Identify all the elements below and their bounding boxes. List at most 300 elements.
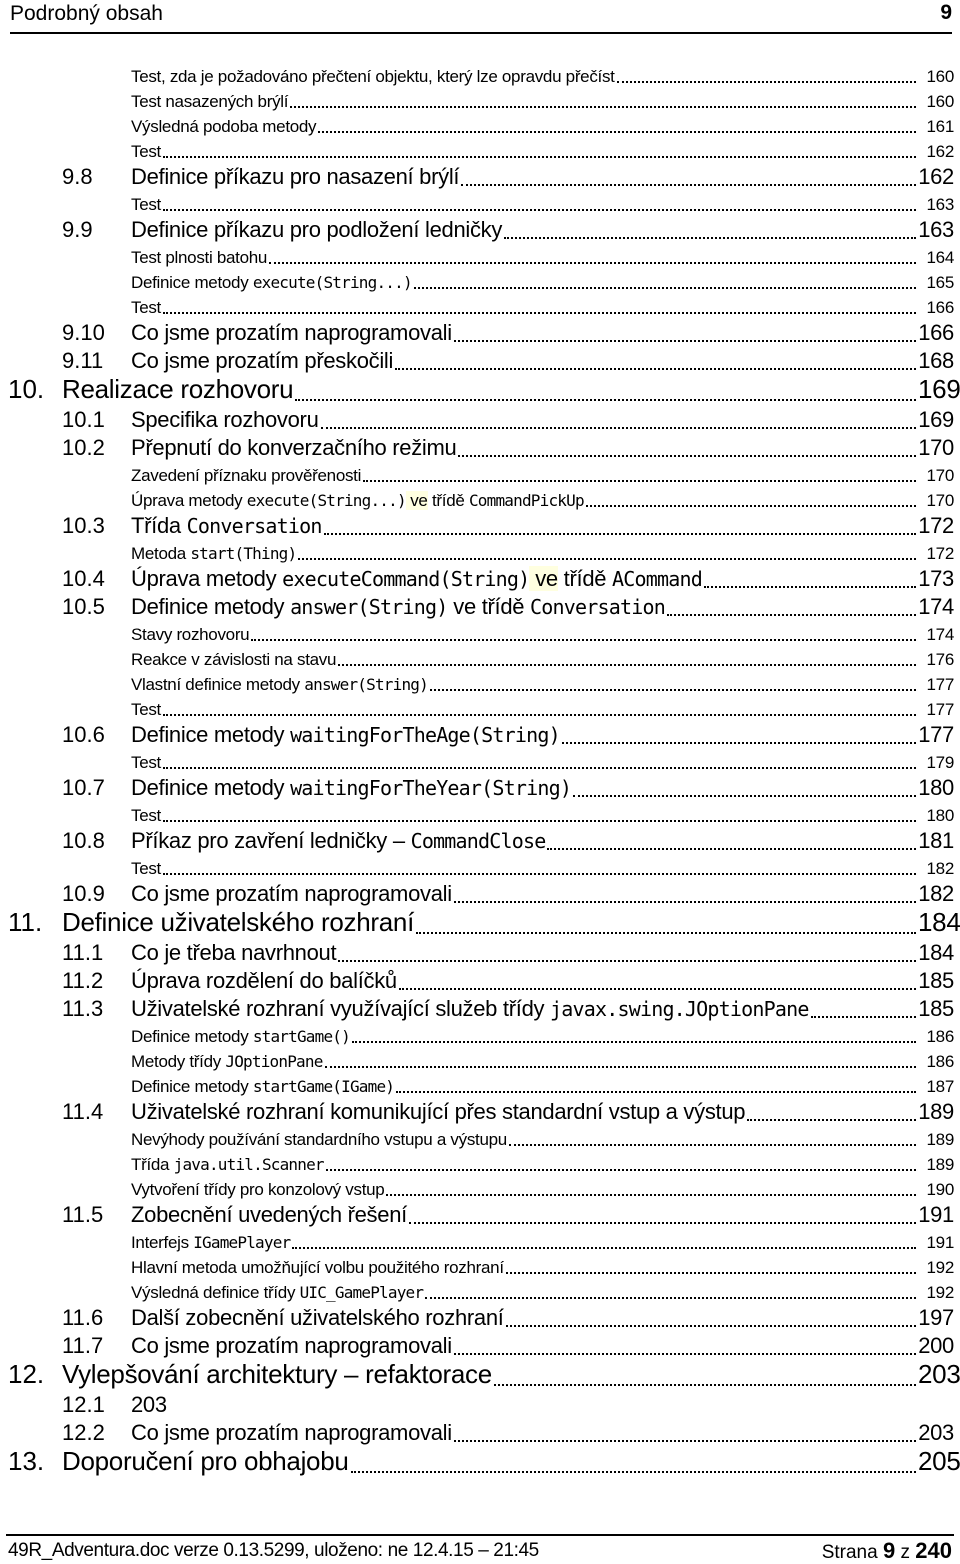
toc-dot-leader bbox=[163, 209, 916, 211]
toc-entry-page: 163 bbox=[926, 195, 954, 214]
header-title: Podrobný obsah bbox=[10, 2, 163, 25]
toc-entry-text-fragment: Třída bbox=[131, 513, 187, 538]
toc-entry-title bbox=[131, 1202, 407, 1232]
toc-entry-number: 10.4 bbox=[62, 566, 105, 591]
footer-page-current: 9 bbox=[882, 1538, 896, 1563]
toc-entry[interactable] bbox=[0, 1359, 960, 1394]
toc-dot-leader bbox=[409, 1222, 916, 1224]
footer-page-separator: z bbox=[895, 1542, 916, 1563]
header-page-number: 9 bbox=[940, 1, 952, 24]
toc-entry-number: 10.9 bbox=[62, 881, 105, 906]
toc-entry-title bbox=[131, 722, 560, 752]
toc-entry-page: 181 bbox=[918, 828, 954, 853]
toc-entry-code-fragment: UIC_GamePlayer bbox=[299, 1283, 424, 1302]
toc-entry[interactable] bbox=[0, 1101, 960, 1129]
toc-entry-page: 160 bbox=[926, 67, 954, 86]
toc-entry[interactable] bbox=[0, 437, 960, 465]
toc-entry-title bbox=[131, 1099, 745, 1129]
toc-entry-text-fragment: Co jsme prozatím naprogramovali bbox=[131, 320, 452, 345]
toc-entry-title bbox=[131, 1258, 504, 1282]
toc-entry-title bbox=[131, 566, 702, 596]
toc-dot-leader bbox=[586, 505, 916, 507]
toc-entry[interactable] bbox=[0, 830, 960, 858]
toc-entry[interactable] bbox=[0, 297, 960, 322]
toc-entry-page: 185 bbox=[918, 996, 954, 1021]
toc-entry-text-fragment: Specifika rozhovoru bbox=[131, 407, 319, 432]
toc-dot-leader bbox=[163, 820, 916, 822]
toc-entry-page: 189 bbox=[926, 1130, 954, 1149]
toc-entry[interactable] bbox=[0, 907, 960, 942]
toc-entry-title bbox=[131, 273, 412, 297]
toc-dot-leader bbox=[430, 689, 916, 691]
toc-entry-page: 160 bbox=[926, 92, 954, 111]
toc-entry-text-fragment: Test, zda je požadováno přečtení objektu, který lze opravdu přečíst bbox=[131, 67, 615, 86]
toc-dot-leader bbox=[351, 1471, 916, 1473]
toc-entry[interactable] bbox=[0, 272, 960, 297]
toc-dot-leader bbox=[617, 81, 916, 83]
toc-entry[interactable] bbox=[0, 166, 960, 194]
toc-entry[interactable] bbox=[0, 409, 960, 437]
toc-entry-page: 169 bbox=[918, 374, 960, 404]
toc-entry-page: 176 bbox=[926, 650, 954, 669]
toc-entry-title bbox=[131, 491, 584, 515]
toc-entry-text-fragment: Uživatelské rozhraní komunikující přes standardní vstup a výstup bbox=[131, 1099, 746, 1124]
toc-entry-title bbox=[131, 753, 161, 777]
toc-entry-title bbox=[131, 248, 267, 272]
toc-dot-leader bbox=[163, 312, 916, 314]
toc-entry-code-fragment: waitingForTheYear(String) bbox=[290, 776, 572, 800]
toc-entry-page: 185 bbox=[918, 968, 954, 993]
toc-entry-page: 166 bbox=[918, 320, 954, 345]
toc-entry[interactable] bbox=[0, 1204, 960, 1232]
toc-dot-leader bbox=[163, 156, 916, 158]
toc-entry-title bbox=[131, 828, 545, 858]
toc-dot-leader bbox=[454, 901, 916, 903]
toc-entry-number: 11. bbox=[8, 907, 43, 937]
toc-entry[interactable] bbox=[0, 91, 960, 116]
toc-dot-leader bbox=[295, 399, 916, 401]
toc-entry-text-fragment: Výsledná definice třídy bbox=[131, 1283, 300, 1302]
toc-entry-text-fragment: Reakce v závislosti na stavu bbox=[131, 650, 337, 669]
toc-entry-text-fragment: Nevýhody používání standardního vstupu a výstupu bbox=[131, 1130, 507, 1149]
toc-entry-page: 182 bbox=[918, 881, 954, 906]
toc-entry-number: 10.1 bbox=[62, 407, 105, 432]
toc-entry-text-fragment: Test bbox=[131, 753, 161, 772]
toc-entry-page: 203 bbox=[918, 1359, 960, 1389]
toc-entry-code-fragment: Conversation bbox=[530, 595, 665, 619]
toc-entry-title bbox=[131, 466, 361, 490]
toc-entry-number: 11.4 bbox=[62, 1099, 104, 1124]
toc-entry-title bbox=[131, 675, 428, 699]
toc-dot-leader bbox=[458, 455, 916, 457]
toc-entry[interactable] bbox=[0, 942, 960, 970]
toc-dot-leader bbox=[290, 106, 916, 108]
toc-entry-text-fragment: Metody třídy bbox=[131, 1052, 226, 1071]
toc-entry[interactable] bbox=[0, 194, 960, 219]
toc-dot-leader bbox=[298, 558, 916, 560]
toc-dot-leader bbox=[251, 639, 916, 641]
toc-entry-text-fragment: Test bbox=[131, 700, 161, 719]
toc-entry-text-fragment: Vylepšování architektury – refaktorace bbox=[62, 1359, 492, 1389]
toc-entry-code-fragment: answer(String) bbox=[290, 595, 448, 619]
toc-dot-leader bbox=[269, 262, 916, 264]
toc-entry[interactable] bbox=[0, 998, 960, 1026]
toc-dot-leader bbox=[454, 1353, 916, 1355]
toc-entry-title bbox=[131, 775, 571, 805]
toc-entry-text-fragment: třídě bbox=[557, 566, 613, 591]
toc-entry-text-fragment: Výsledná podoba metody bbox=[131, 117, 317, 136]
toc-entry-text-fragment: Přepnutí do konverzačního režimu bbox=[131, 435, 457, 460]
toc-entry[interactable] bbox=[0, 322, 960, 350]
toc-entry-text-fragment: Uživatelské rozhraní využívající služeb třídy bbox=[131, 996, 551, 1021]
toc-entry-number: 12.1 bbox=[62, 1392, 105, 1417]
toc-entry-page: 190 bbox=[926, 1180, 954, 1199]
page-header bbox=[10, 0, 952, 34]
toc-dot-leader bbox=[292, 1247, 916, 1249]
toc-entry-page: 192 bbox=[926, 1258, 954, 1277]
toc-entry-text-fragment: Úprava metody bbox=[131, 491, 247, 510]
toc-entry-title bbox=[131, 859, 161, 883]
toc-entry-text-fragment: Definice metody bbox=[131, 1027, 253, 1046]
toc-entry[interactable] bbox=[0, 596, 960, 624]
toc-entry-page: 191 bbox=[926, 1233, 954, 1252]
toc-entry-title bbox=[62, 1359, 492, 1394]
toc-entry-title bbox=[131, 164, 459, 194]
toc-entry-text-fragment: Třída bbox=[131, 1155, 174, 1174]
toc-entry-number: 10.8 bbox=[62, 828, 105, 853]
toc-entry-number: 9.9 bbox=[62, 217, 93, 242]
toc-entry[interactable] bbox=[0, 777, 960, 805]
toc-entry-page: 189 bbox=[926, 1155, 954, 1174]
toc-entry[interactable] bbox=[0, 568, 960, 596]
toc-entry-code-fragment: Conversation bbox=[186, 514, 322, 538]
toc-entry-page: 162 bbox=[918, 164, 954, 189]
toc-entry-page: 177 bbox=[918, 722, 954, 747]
footer-document-info: 49R_Adventura.doc verze 0.13.5299, uloženo: ne 12.4.15 – 21:45 bbox=[8, 1540, 539, 1561]
toc-entry-text-fragment: Zavedení příznaku prověřenosti bbox=[131, 466, 362, 485]
toc-entry-code-fragment: IGamePlayer bbox=[193, 1233, 291, 1252]
toc-entry-code-fragment: JOptionPane bbox=[225, 1052, 323, 1071]
toc-entry[interactable] bbox=[0, 699, 960, 724]
toc-entry-page: 170 bbox=[918, 435, 954, 460]
toc-dot-leader bbox=[163, 714, 916, 716]
toc-entry-code-fragment: CommandClose bbox=[410, 829, 546, 853]
toc-entry-page: 163 bbox=[918, 217, 954, 242]
toc-entry-page: 170 bbox=[926, 466, 954, 485]
toc-entry-text-fragment: Realizace rozhovoru bbox=[62, 374, 294, 404]
toc-dot-leader bbox=[414, 287, 916, 289]
toc-entry-page: 172 bbox=[926, 544, 954, 563]
toc-entry-title bbox=[131, 650, 336, 674]
toc-entry[interactable] bbox=[0, 1129, 960, 1154]
toc-entry-page: 182 bbox=[926, 859, 954, 878]
toc-entry-title bbox=[62, 907, 414, 942]
toc-entry-title bbox=[131, 1052, 323, 1076]
toc-dot-leader bbox=[667, 614, 916, 616]
toc-dot-leader bbox=[454, 340, 916, 342]
toc-entry-number: 10.3 bbox=[62, 513, 105, 538]
toc-entry-number: 10. bbox=[8, 374, 45, 404]
toc-dot-leader bbox=[504, 237, 916, 239]
footer-page-total: 240 bbox=[915, 1538, 952, 1563]
toc-entry-number: 10.2 bbox=[62, 435, 105, 460]
toc-entry[interactable] bbox=[0, 1232, 960, 1257]
toc-entry-title bbox=[131, 1392, 167, 1422]
toc-dot-leader bbox=[461, 184, 916, 186]
toc-entry-code-fragment: answer(String) bbox=[304, 675, 428, 694]
toc-entry-number: 10.7 bbox=[62, 775, 105, 800]
toc-entry-page: 172 bbox=[918, 513, 954, 538]
toc-entry[interactable] bbox=[0, 1282, 960, 1307]
toc-entry[interactable] bbox=[0, 1026, 960, 1051]
toc-entry[interactable] bbox=[0, 858, 960, 883]
toc-entry[interactable] bbox=[0, 490, 960, 515]
toc-entry[interactable] bbox=[0, 674, 960, 699]
toc-entry-page: 162 bbox=[926, 142, 954, 161]
toc-entry[interactable] bbox=[0, 1307, 960, 1335]
toc-entry-number: 12.2 bbox=[62, 1420, 105, 1445]
toc-entry-text-fragment: Definice příkazu pro nasazení brýlí bbox=[131, 164, 460, 189]
toc-entry-page: 168 bbox=[918, 348, 954, 373]
toc-entry[interactable] bbox=[0, 724, 960, 752]
toc-entry-text-fragment: Definice uživatelského rozhraní bbox=[62, 907, 414, 937]
toc-dot-leader bbox=[352, 1041, 916, 1043]
toc-entry-title bbox=[131, 968, 397, 998]
toc-entry-text-fragment: Úprava rozdělení do balíčků bbox=[131, 968, 397, 993]
toc-dot-leader bbox=[547, 848, 916, 850]
toc-entry-text-fragment: třídě bbox=[427, 491, 469, 510]
toc-entry[interactable] bbox=[0, 1051, 960, 1076]
toc-entry-title bbox=[131, 513, 322, 543]
toc-dot-leader bbox=[704, 586, 916, 588]
toc-entry[interactable] bbox=[0, 805, 960, 830]
toc-entry-text-fragment: Test plnosti batohu bbox=[131, 248, 268, 267]
toc-entry-number: 11.2 bbox=[62, 968, 104, 993]
toc-entry[interactable] bbox=[0, 624, 960, 649]
toc-entry-text-fragment: Definice metody bbox=[131, 273, 253, 292]
toc-entry[interactable] bbox=[0, 116, 960, 141]
toc-entry-title bbox=[131, 1077, 394, 1101]
toc-entry[interactable] bbox=[0, 1257, 960, 1282]
toc-dot-leader bbox=[416, 932, 916, 934]
toc-entry-title bbox=[131, 117, 316, 141]
toc-dot-leader bbox=[573, 795, 916, 797]
toc-entry-text-fragment: Stavy rozhovoru bbox=[131, 625, 250, 644]
toc-entry-code-fragment: waitingForTheAge(String) bbox=[290, 723, 560, 747]
toc-entry-title bbox=[131, 940, 336, 970]
toc-dot-leader bbox=[399, 988, 916, 990]
toc-entry-page: 186 bbox=[926, 1027, 954, 1046]
toc-entry-title bbox=[131, 806, 161, 830]
toc-entry-page: 169 bbox=[918, 407, 954, 432]
toc-dot-leader bbox=[324, 533, 916, 535]
toc-entry-page: 177 bbox=[926, 675, 954, 694]
toc-entry-code-fragment: ACommand bbox=[612, 567, 702, 591]
toc-entry-title bbox=[131, 625, 249, 649]
toc-entry-number: 13. bbox=[8, 1446, 45, 1476]
toc-dot-leader bbox=[494, 1384, 916, 1386]
toc-entry-number: 11.7 bbox=[62, 1333, 104, 1358]
toc-entry[interactable] bbox=[0, 465, 960, 490]
toc-dot-leader bbox=[395, 368, 916, 370]
toc-entry[interactable] bbox=[0, 543, 960, 568]
toc-entry[interactable] bbox=[0, 1154, 960, 1179]
toc-entry-text-fragment: Zobecnění uvedených řešení bbox=[131, 1202, 407, 1227]
toc-entry[interactable] bbox=[0, 515, 960, 543]
toc-dot-leader bbox=[321, 427, 916, 429]
toc-entry-page: 186 bbox=[926, 1052, 954, 1071]
toc-entry-page: 179 bbox=[926, 753, 954, 772]
toc-entry[interactable] bbox=[0, 1446, 960, 1481]
toc-dot-leader bbox=[562, 742, 916, 744]
toc-entry-code-fragment: execute(String...) bbox=[246, 491, 406, 510]
toc-entry-page: 184 bbox=[918, 940, 954, 965]
toc-entry-code-fragment: start(Thing) bbox=[190, 544, 297, 563]
toc-entry-number: 10.6 bbox=[62, 722, 105, 747]
toc-entry-text-fragment: Příkaz pro zavření ledničky – bbox=[131, 828, 411, 853]
toc-entry-title bbox=[131, 195, 161, 219]
toc-dot-leader bbox=[506, 1325, 916, 1327]
toc-entry-number: 9.8 bbox=[62, 164, 93, 189]
toc-entry-title bbox=[131, 435, 456, 465]
toc-entry-title bbox=[131, 544, 296, 568]
toc-entry-text-fragment: Definice příkazu pro podložení ledničky bbox=[131, 217, 503, 242]
toc-entry-text-fragment: 203 bbox=[131, 1392, 167, 1417]
toc-entry-page: 174 bbox=[926, 625, 954, 644]
toc-entry-title bbox=[62, 1446, 349, 1481]
toc-entry-text-fragment: Co jsme prozatím naprogramovali bbox=[131, 1420, 452, 1445]
toc-dot-leader bbox=[338, 664, 916, 666]
toc-dot-leader bbox=[386, 1194, 916, 1196]
toc-entry-page: 174 bbox=[918, 594, 954, 619]
toc-entry-title bbox=[131, 217, 502, 247]
toc-entry-text-fragment: Co jsme prozatím naprogramovali bbox=[131, 1333, 452, 1358]
toc-entry-code-fragment: startGame(IGame) bbox=[252, 1077, 395, 1096]
toc-entry-number: 11.3 bbox=[62, 996, 104, 1021]
toc-entry-title bbox=[131, 996, 809, 1026]
toc-entry-code-fragment: executeCommand(String) bbox=[282, 567, 530, 591]
toc-entry-title bbox=[131, 1130, 507, 1154]
toc-entry-page: 177 bbox=[926, 700, 954, 719]
toc-entry-text-fragment: Definice metody bbox=[131, 1077, 253, 1096]
toc-entry-text-fragment: Definice metody bbox=[131, 594, 291, 619]
toc-entry[interactable] bbox=[0, 219, 960, 247]
toc-entry-number: 11.1 bbox=[62, 940, 104, 965]
toc-entry-code-fragment: execute(String...) bbox=[252, 273, 412, 292]
toc-entry-page: 161 bbox=[926, 117, 954, 136]
toc-entry[interactable] bbox=[0, 374, 960, 409]
toc-entry-page: 165 bbox=[926, 273, 954, 292]
toc-entry-text-fragment: Co jsme prozatím naprogramovali bbox=[131, 881, 452, 906]
toc-dot-leader bbox=[506, 1272, 916, 1274]
toc-entry-text-fragment: Úprava metody bbox=[131, 566, 283, 591]
toc-entry-text-fragment: Další zobecnění uživatelského rozhraní bbox=[131, 1305, 504, 1330]
toc-entry-title bbox=[131, 320, 452, 350]
toc-entry[interactable] bbox=[0, 970, 960, 998]
toc-dot-leader bbox=[326, 1169, 916, 1171]
toc-dot-leader bbox=[325, 1066, 916, 1068]
toc-entry-number: 11.6 bbox=[62, 1305, 104, 1330]
toc-entry-text-fragment: Test bbox=[131, 806, 161, 825]
toc-dot-leader bbox=[425, 1297, 916, 1299]
page-footer bbox=[6, 1534, 954, 1564]
toc-entry-text-fragment: Test bbox=[131, 859, 161, 878]
toc-entry-page: 189 bbox=[918, 1099, 954, 1124]
toc-entry-page: 164 bbox=[926, 248, 954, 267]
toc-entry-text-fragment: ve třídě bbox=[447, 594, 531, 619]
toc-dot-leader bbox=[811, 1016, 916, 1018]
toc-entry-title bbox=[131, 1155, 324, 1179]
toc-entry-title bbox=[131, 700, 161, 724]
toc-entry[interactable] bbox=[0, 1179, 960, 1204]
toc-entry-page: 170 bbox=[926, 491, 954, 510]
toc-entry-text-fragment: Co jsme prozatím přeskočili bbox=[131, 348, 394, 373]
toc-entry-number: 12. bbox=[8, 1359, 45, 1389]
toc-dot-leader bbox=[454, 1440, 916, 1442]
toc-dot-leader bbox=[747, 1119, 916, 1121]
toc-entry-text-fragment: Vytvoření třídy pro konzolový vstup bbox=[131, 1180, 385, 1199]
toc-entry-text-fragment: Interfejs bbox=[131, 1233, 194, 1252]
toc-dot-leader bbox=[163, 767, 916, 769]
toc-entry[interactable] bbox=[0, 141, 960, 166]
toc-dot-leader bbox=[509, 1144, 916, 1146]
toc-entry-title bbox=[131, 298, 161, 322]
toc-entry-text-fragment: Doporučení pro obhajobu bbox=[62, 1446, 349, 1476]
toc-entry-page: 180 bbox=[918, 775, 954, 800]
toc-entry-page: 200 bbox=[918, 1333, 954, 1358]
toc-entry-code-fragment: java.util.Scanner bbox=[173, 1155, 324, 1174]
toc-entry-page: 184 bbox=[918, 907, 960, 937]
toc-entry-title bbox=[62, 374, 293, 409]
toc-dot-leader bbox=[318, 131, 916, 133]
toc-entry[interactable] bbox=[0, 752, 960, 777]
toc-entry[interactable] bbox=[0, 66, 960, 91]
footer-page-prefix: Strana bbox=[821, 1542, 883, 1563]
toc-entry-page: 180 bbox=[926, 806, 954, 825]
toc-entry-text-fragment: Test bbox=[131, 298, 161, 317]
toc-entry-page: 191 bbox=[918, 1202, 954, 1227]
toc-entry-page: 173 bbox=[918, 566, 954, 591]
toc-entry-text-fragment: Definice metody bbox=[131, 775, 291, 800]
toc-entry-code-fragment: javax.swing.JOptionPane bbox=[550, 997, 809, 1021]
toc-dot-leader bbox=[363, 480, 916, 482]
toc-entry[interactable] bbox=[0, 1394, 960, 1422]
toc-entry-title bbox=[131, 1180, 384, 1204]
toc-entry-title bbox=[131, 1283, 423, 1307]
toc-entry[interactable] bbox=[0, 247, 960, 272]
toc-entry-text-fragment: Metoda bbox=[131, 544, 191, 563]
table-of-contents bbox=[0, 66, 960, 1481]
toc-entry-number: 9.11 bbox=[62, 348, 104, 373]
toc-entry-text-fragment: Vlastní definice metody bbox=[131, 675, 305, 694]
toc-entry-text-fragment: Definice metody bbox=[131, 722, 291, 747]
footer-page-indicator bbox=[822, 1538, 952, 1564]
toc-entry-text-fragment: Test bbox=[131, 142, 161, 161]
toc-entry[interactable] bbox=[0, 1076, 960, 1101]
toc-entry-page: 203 bbox=[918, 1420, 954, 1445]
toc-entry[interactable] bbox=[0, 649, 960, 674]
toc-entry-code-fragment: CommandPickUp bbox=[468, 491, 584, 510]
toc-entry-title bbox=[131, 142, 161, 166]
toc-entry-page: 192 bbox=[926, 1283, 954, 1302]
toc-dot-leader bbox=[163, 873, 916, 875]
toc-entry-code-fragment: startGame() bbox=[252, 1027, 350, 1046]
toc-entry-text-fragment: Hlavní metoda umožňující volbu použitého rozhraní bbox=[131, 1258, 504, 1277]
toc-entry-number: 9.10 bbox=[62, 320, 105, 345]
toc-entry-number: 10.5 bbox=[62, 594, 105, 619]
toc-entry-page: 187 bbox=[926, 1077, 954, 1096]
toc-entry-title bbox=[131, 1233, 290, 1257]
